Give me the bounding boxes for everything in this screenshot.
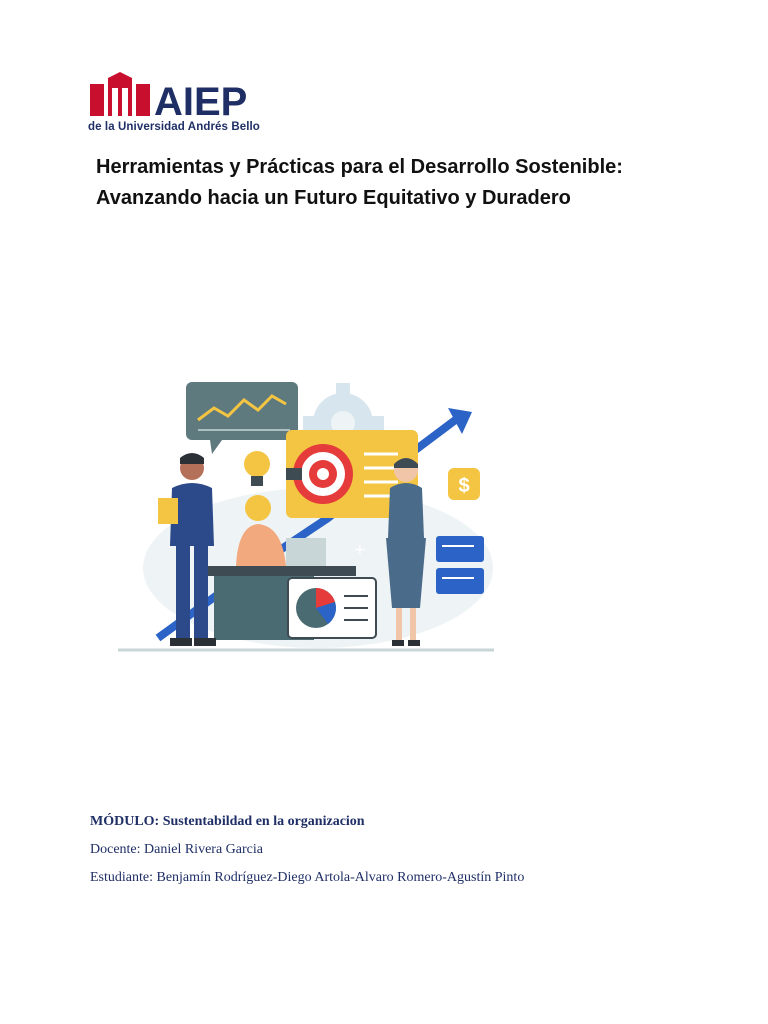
students-line: Estudiante: Benjamín Rodríguez-Diego Artola-Alvaro Romero-Agustín Pinto: [90, 870, 525, 885]
title-line-1: Herramientas y Prácticas para el Desarrollo Sostenible:: [96, 156, 623, 178]
teacher-line: Docente: Daniel Rivera Garcia: [90, 842, 263, 857]
logo-subtitle: de la Universidad Andrés Bello: [88, 121, 260, 133]
svg-text:+: +: [354, 542, 366, 558]
document-info: [90, 812, 524, 896]
logo-block-right: [136, 84, 150, 116]
svg-text:$: $: [458, 475, 470, 497]
logo-block-left: [90, 84, 104, 116]
line-chart-icon: [186, 382, 298, 454]
logo-block-center: [108, 72, 132, 116]
logo-wordmark: AIEP: [154, 80, 248, 124]
dollar-icon: [448, 468, 480, 500]
business-illustration: [118, 378, 498, 654]
document-title: [96, 152, 716, 214]
svg-text:+: +: [454, 618, 466, 634]
lightbulb-icon: [244, 451, 270, 486]
module-line: MÓDULO: Sustentabildad en la organizacion: [90, 814, 365, 829]
pie-chart-icon: [288, 578, 376, 638]
title-line-2: Avanzando hacia un Futuro Equitativo y Duradero: [96, 187, 571, 209]
